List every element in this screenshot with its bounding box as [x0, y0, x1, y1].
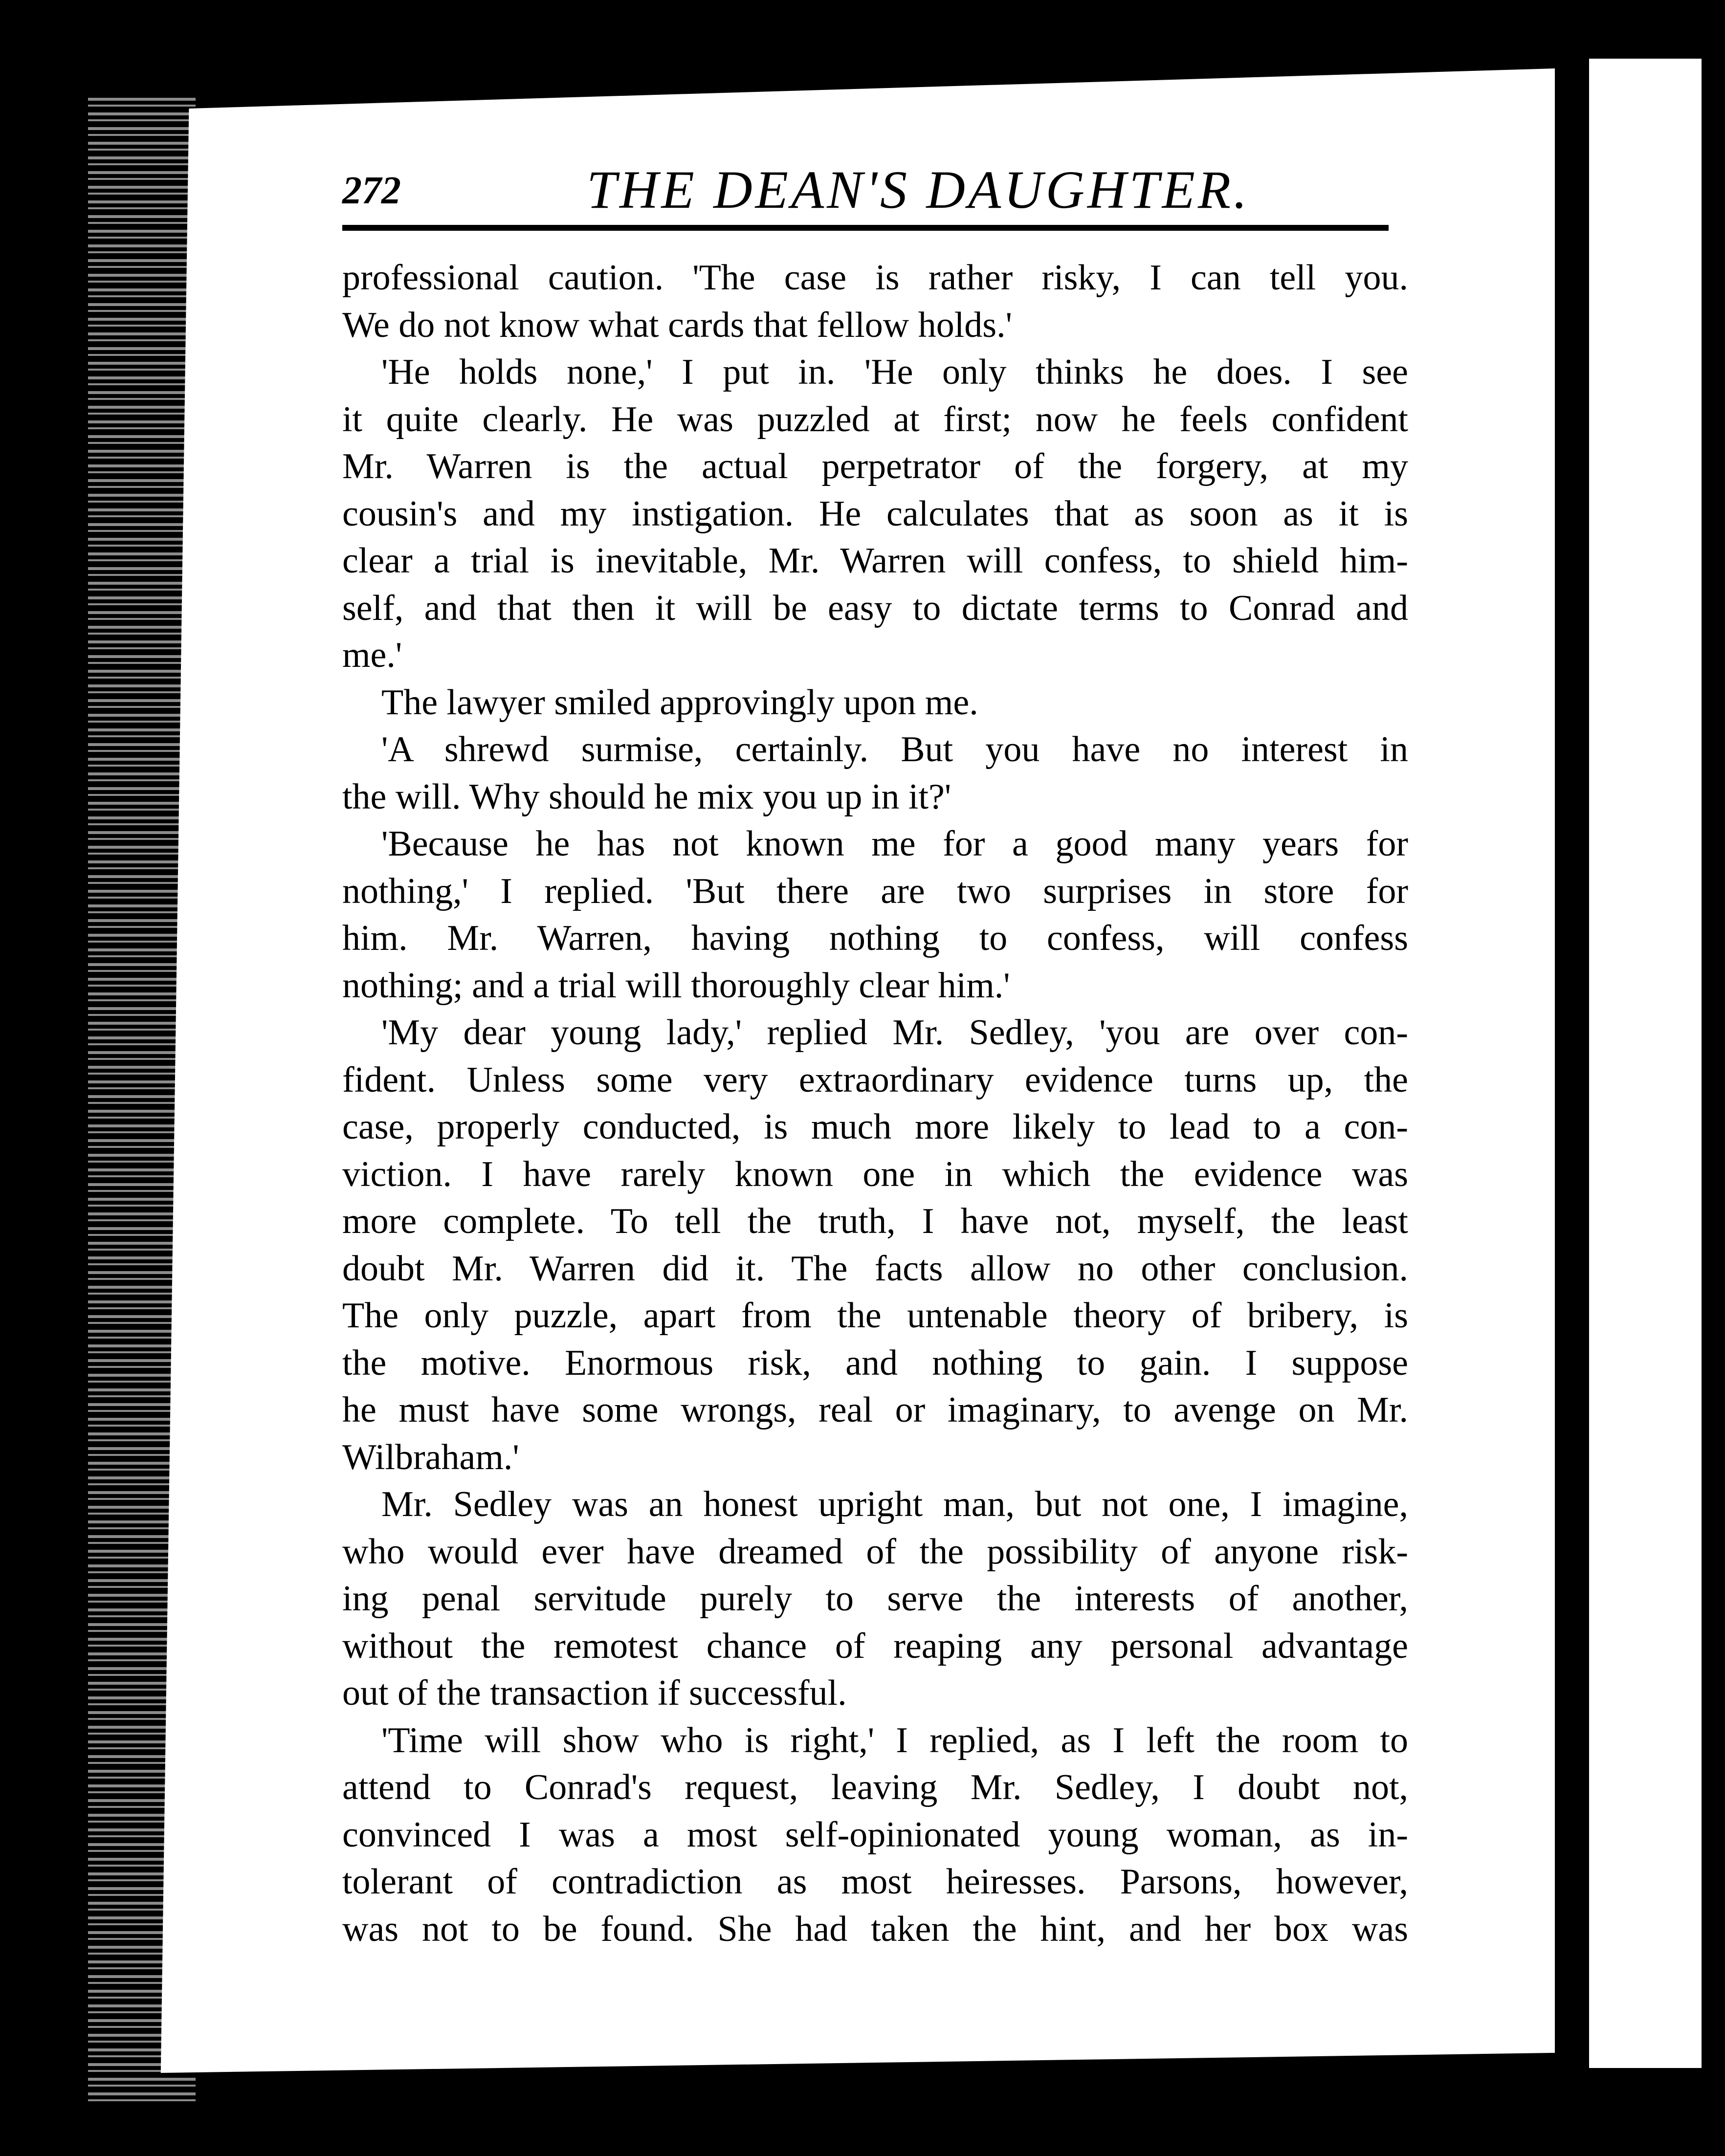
text-line: 'My dear young lady,' replied Mr. Sedley, 'you are over con- — [381, 1012, 1408, 1053]
text-line: fident. Unless some very extraordinary evidence turns up, the — [342, 1059, 1408, 1100]
text-line: it quite clearly. He was puzzled at first; now he feels confident — [342, 399, 1408, 440]
text-line: tolerant of contradiction as most heiresses. Parsons, however, — [342, 1862, 1408, 1902]
text-line: professional caution. 'The case is rather risky, I can tell you. — [342, 258, 1408, 298]
text-line: 'He holds none,' I put in. 'He only thinks he does. I see — [381, 352, 1408, 392]
text-line: Mr. Warren is the actual perpetrator of the forgery, at my — [342, 446, 1408, 486]
running-head — [342, 159, 1398, 227]
text-line: nothing,' I replied. 'But there are two surprises in store for — [342, 871, 1408, 911]
text-line: was not to be found. She had taken the hint, and her box was — [342, 1909, 1408, 1949]
text-line: ing penal servitude purely to serve the interests of another, — [342, 1579, 1408, 1619]
text-line: more complete. To tell the truth, I have not, myself, the least — [342, 1201, 1408, 1241]
text-line: me.' — [342, 635, 402, 675]
body-text — [342, 254, 1408, 1953]
text-line: convinced I was a most self-opinionated young woman, as in- — [342, 1814, 1408, 1855]
text-line: 'A shrewd surmise, certainly. But you have no interest in — [381, 729, 1408, 770]
text-line: self, and that then it will be easy to dictate terms to Conrad and — [342, 588, 1408, 628]
text-line: clear a trial is inevitable, Mr. Warren will confess, to shield him- — [342, 541, 1408, 581]
book-edge-rule — [1555, 54, 1589, 2073]
text-line: nothing; and a trial will thoroughly clear him.' — [342, 965, 1010, 1006]
text-line: The lawyer smiled approvingly upon me. — [381, 682, 978, 723]
next-page-strip — [1589, 59, 1702, 2068]
text-line: The only puzzle, apart from the untenable theory of bribery, is — [342, 1296, 1408, 1336]
text-line: without the remotest chance of reaping any personal advantage — [342, 1626, 1408, 1666]
text-line: case, properly conducted, is much more likely to lead to a con- — [342, 1107, 1408, 1147]
running-title: THE DEAN'S DAUGHTER. — [587, 160, 1250, 220]
text-line: 'Time will show who is right,' I replied, as I left the room to — [381, 1720, 1408, 1760]
text-line: doubt Mr. Warren did it. The facts allow no other conclusion. — [342, 1248, 1408, 1289]
text-line: 'Because he has not known me for a good many years for — [381, 824, 1408, 864]
text-line: out of the transaction if successful. — [342, 1673, 847, 1713]
text-line: the motive. Enormous risk, and nothing to gain. I suppose — [342, 1342, 1408, 1383]
text-line: We do not know what cards that fellow holds.' — [342, 305, 1012, 345]
text-line: viction. I have rarely known one in which the evidence was — [342, 1154, 1408, 1194]
text-line: he must have some wrongs, real or imaginary, to avenge on Mr. — [342, 1390, 1408, 1430]
text-line: the will. Why should he mix you up in it?' — [342, 776, 951, 817]
text-line: who would ever have dreamed of the possibility of anyone risk- — [342, 1531, 1408, 1572]
text-line: him. Mr. Warren, having nothing to confess, will confess — [342, 918, 1408, 958]
text-line: cousin's and my instigation. He calculates that as soon as it is — [342, 493, 1408, 534]
text-line: Wilbraham.' — [342, 1437, 519, 1477]
header-rule — [342, 225, 1389, 231]
page-number: 272 — [342, 169, 401, 212]
text-line: Mr. Sedley was an honest upright man, but not one, I imagine, — [381, 1484, 1408, 1524]
text-line: attend to Conrad's request, leaving Mr. Sedley, I doubt not, — [342, 1767, 1408, 1807]
